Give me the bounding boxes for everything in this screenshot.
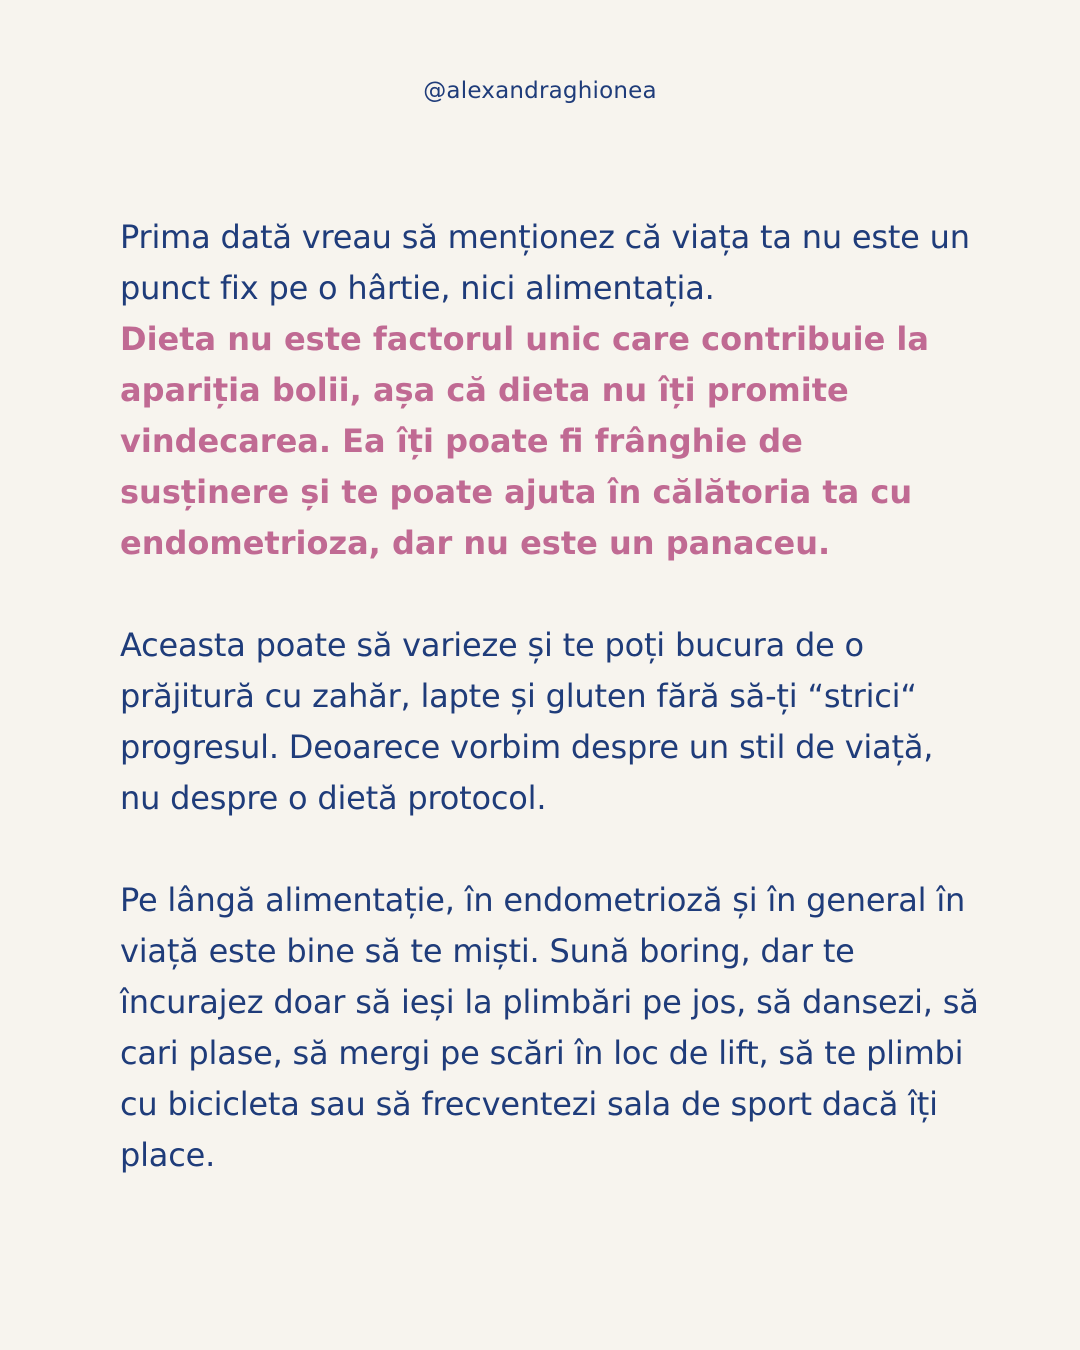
paragraph-variation: Aceasta poate să varieze și te poți bucura de o prăjitură cu zahăr, lapte și gluten fără să-ți “strici“ progresul. Deoarece vorbim despre un stil de viață, nu despre o dietă protocol. [120, 626, 934, 817]
paragraph-spacer [120, 569, 980, 620]
paragraph-spacer [120, 824, 980, 875]
paragraph-movement: Pe lângă alimentație, în endometrioză și în general în viață este bine să te miști. Sună boring, dar te încurajez doar să ieși la plimbări pe jos, să dansezi, să cari plase, să mergi pe scări în loc de lift, să te plimbi cu bicicleta sau să frecventezi sala de sport dacă îți place. [120, 881, 979, 1174]
author-handle: @alexandraghionea [423, 78, 657, 104]
paragraph-intro: Prima dată vreau să menționez că viața ta nu este un punct fix pe o hârtie, nici alimentația. [120, 218, 970, 307]
paragraph-highlight: Dieta nu este factorul unic care contribuie la apariția bolii, așa că dieta nu îți promite vindecarea. Ea îți poate fi frânghie de susținere și te poate ajuta în călătoria ta cu endometrioza, dar nu este un panaceu. [120, 320, 929, 562]
body-text [120, 212, 980, 1181]
